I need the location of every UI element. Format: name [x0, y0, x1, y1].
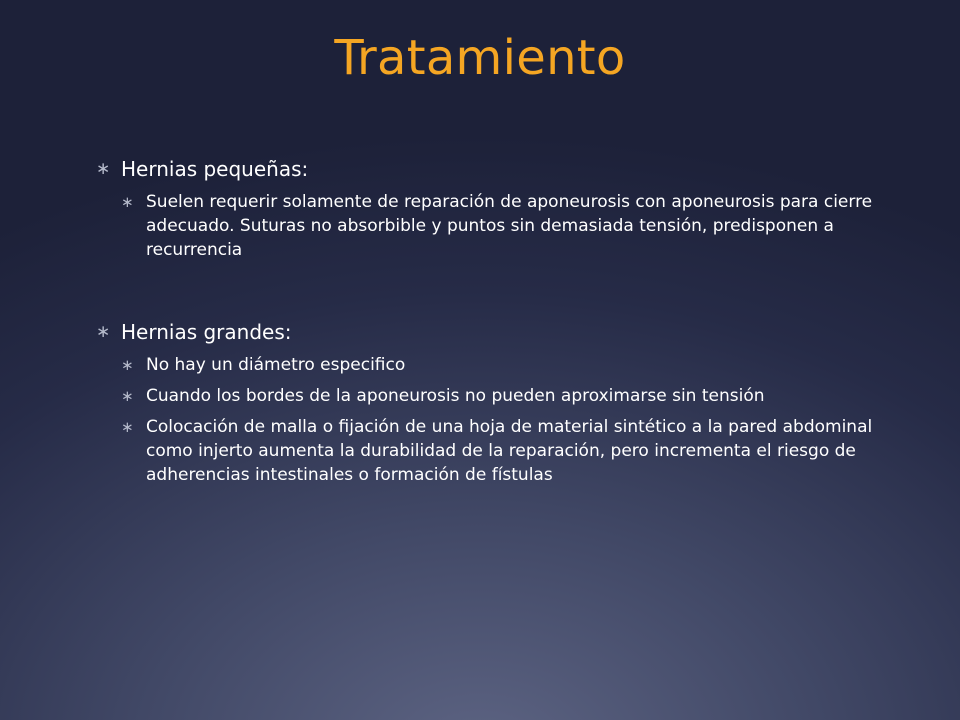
bullet-icon: ∗ [121, 387, 134, 405]
section-heading-label: Hernias pequeñas: [121, 157, 309, 181]
bullet-icon: ∗ [121, 418, 134, 436]
slide-body [96, 155, 896, 487]
section-heading-large-hernias [96, 318, 896, 346]
bullet-icon: ∗ [121, 356, 134, 374]
list-item [121, 415, 896, 487]
bullet-icon: ∗ [96, 159, 111, 179]
bullet-icon: ∗ [96, 322, 111, 342]
slide-title: Tratamiento [334, 30, 626, 86]
section-heading-small-hernias [96, 155, 896, 183]
bullet-icon: ∗ [121, 193, 134, 211]
list-item [121, 384, 896, 408]
section-spacer [96, 262, 896, 318]
list-item-text: Colocación de malla o fijación de una hoja de material sintético a la pared abdominal como injerto aumenta la durabilidad de la reparación, pero incrementa el riesgo de adherencias intestinales o formación de fístulas [146, 417, 873, 485]
list-item-text: Suelen requerir solamente de reparación de aponeurosis con aponeurosis para cierre adecuado. Suturas no absorbible y puntos sin demasiada tensión, predisponen a recurrencia [146, 192, 873, 260]
list-item-text: No hay un diámetro especifico [146, 355, 406, 375]
list-item [121, 353, 896, 377]
section-heading-label: Hernias grandes: [121, 320, 292, 344]
list-item-text: Cuando los bordes de la aponeurosis no pueden aproximarse sin tensión [146, 386, 765, 406]
list-item [121, 190, 896, 262]
